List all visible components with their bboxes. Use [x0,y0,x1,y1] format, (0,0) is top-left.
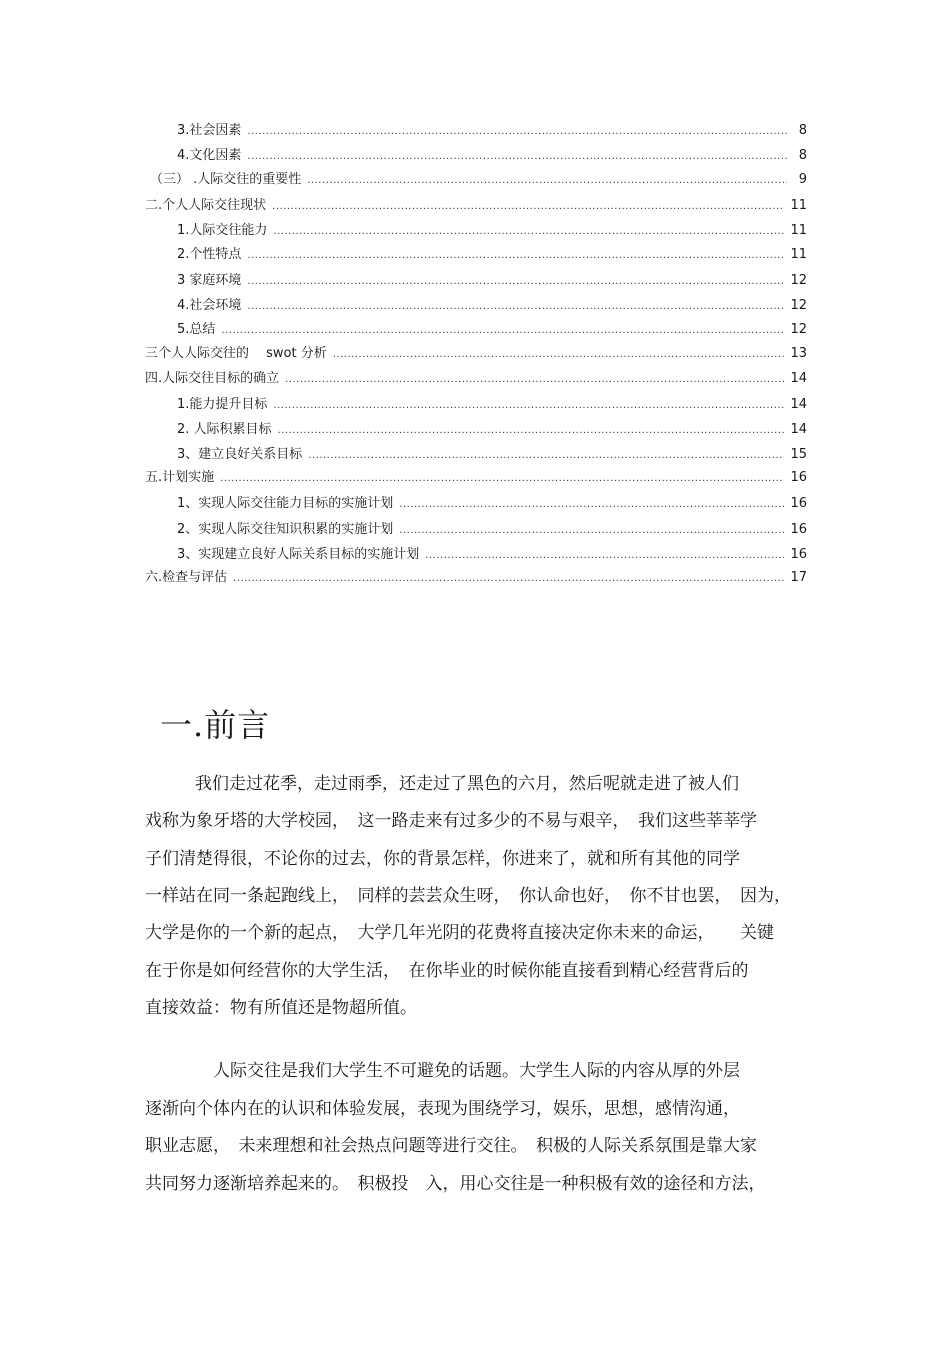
toc-leader-dots [399,521,784,539]
toc-entry-page: 12 [790,322,807,337]
toc-leader-dots [308,446,784,464]
toc-leader-dots [333,345,785,363]
toc-entry-label: 4.社会环境 [177,298,242,313]
toc-entry-label: 1.能力提升目标 [177,397,268,412]
toc-entry-page: 14 [790,422,807,437]
toc-leader-dots [220,469,784,487]
toc-entry-label: 3.社会因素 [177,123,242,138]
toc-entry-page: 13 [790,346,807,361]
toc-entry-page: 14 [790,371,807,386]
toc-leader-dots [221,321,784,339]
toc-entry[interactable] [177,546,807,564]
paragraph-line: 人际交往是我们大学生不可避免的话题。大学生人际的内容从厚的外层 [213,1061,740,1081]
toc-entry[interactable] [177,421,807,439]
toc-leader-dots [273,222,784,240]
toc-leader-dots [247,122,787,140]
toc-entry-page: 14 [790,397,807,412]
toc-entry-page: 12 [790,298,807,313]
toc-entry[interactable] [145,197,807,215]
toc-entry-page: 16 [790,522,807,537]
toc-leader-dots [247,246,784,264]
toc-entry[interactable] [177,122,807,140]
toc-entry-label: 3、建立良好关系目标 [177,447,303,462]
toc-entry-label: 三个人人际交往的 swot 分析 [145,346,327,361]
toc-leader-dots [247,297,784,315]
toc-entry[interactable] [177,495,807,513]
toc-entry-page: 16 [790,470,807,485]
paragraph-line: 逐渐向个体内在的认识和体验发展，表现为围绕学习，娱乐，思想，感情沟通， [145,1099,740,1119]
toc-entry-page: 12 [790,273,807,288]
toc-entry[interactable] [177,396,807,414]
toc-entry-label: （三） .人际交往的重要性 [150,172,302,187]
toc-leader-dots [247,147,787,165]
toc-entry-page: 8 [798,123,807,138]
paragraph-line: 直接效益：物有所值还是物超所值。 [145,998,417,1018]
toc-entry-page: 9 [798,172,807,187]
toc-entry[interactable] [150,171,807,189]
paragraph-line: 我们走过花季，走过雨季，还走过了黑色的六月，然后呢就走进了被人们 [195,774,739,794]
toc-entry-label: 2、实现人际交往知识积累的实施计划 [177,522,394,537]
toc-entry-label: 1、实现人际交往能力目标的实施计划 [177,496,394,511]
toc-entry[interactable] [177,246,807,264]
toc-entry-label: 2.个性特点 [177,247,242,262]
paragraph-line: 子们清楚得很，不论你的过去，你的背景怎样，你进来了，就和所有其他的同学 [145,849,740,869]
toc-leader-dots [399,495,784,513]
toc-entry-page: 11 [790,198,807,213]
toc-leader-dots [233,569,784,587]
toc-entry[interactable] [145,345,807,363]
toc-entry-label: 二.个人人际交往现状 [145,198,267,213]
toc-entry-label: 四.人际交往目标的确立 [145,371,280,386]
toc-leader-dots [273,396,784,414]
section-heading: 一.前言 [160,706,271,744]
toc-entry-label: 4.文化因素 [177,148,242,163]
toc-entry[interactable] [177,272,807,290]
toc-leader-dots [278,421,785,439]
toc-entry-label: 1.人际交往能力 [177,223,268,238]
toc-entry-label: 5.总结 [177,322,216,337]
toc-entry-page: 16 [790,547,807,562]
toc-entry-label: 3、实现建立良好人际关系目标的实施计划 [177,547,420,562]
toc-entry[interactable] [177,222,807,240]
toc-entry[interactable] [145,469,807,487]
toc-leader-dots [307,171,787,189]
toc-entry[interactable] [145,569,807,587]
paragraph-line: 职业志愿， 未来理想和社会热点问题等进行交往。 积极的人际关系氛围是靠大家 [145,1136,757,1156]
toc-entry-page: 15 [790,447,807,462]
paragraph-line: 大学是你的一个新的起点， 大学几年光阴的花费将直接决定你未来的命运， 关键 [145,923,774,943]
toc-entry-page: 17 [790,570,807,585]
toc-entry-label: 3 家庭环境 [177,273,242,288]
toc-leader-dots [285,370,784,388]
toc-entry-page: 11 [790,247,807,262]
toc-entry-label: 五.计划实施 [145,470,215,485]
toc-entry-page: 8 [798,148,807,163]
toc-entry[interactable] [177,446,807,464]
paragraph-line: 在于你是如何经营你的大学生活， 在你毕业的时候你能直接看到精心经营背后的 [145,961,749,981]
toc-entry[interactable] [177,321,807,339]
toc-entry[interactable] [177,147,807,165]
toc-entry[interactable] [177,521,807,539]
paragraph-line: 戏称为象牙塔的大学校园， 这一路走来有过多少的不易与艰辛， 我们这些莘莘学 [145,811,757,831]
toc-entry-page: 16 [790,496,807,511]
toc-leader-dots [425,546,784,564]
toc-entry-label: 2. 人际积累目标 [177,422,272,437]
toc-entry[interactable] [177,297,807,315]
toc-entry[interactable] [145,370,807,388]
toc-entry-label: 六.检查与评估 [145,570,228,585]
paragraph-line: 共同努力逐渐培养起来的。 积极投 入，用心交往是一种积极有效的途径和方法， [145,1174,766,1194]
toc-leader-dots [247,272,784,290]
toc-entry-page: 11 [790,223,807,238]
paragraph-line: 一样站在同一条起跑线上， 同样的芸芸众生呀， 你认命也好， 你不甘也罢， 因为， [145,886,791,906]
toc-leader-dots [272,197,784,215]
